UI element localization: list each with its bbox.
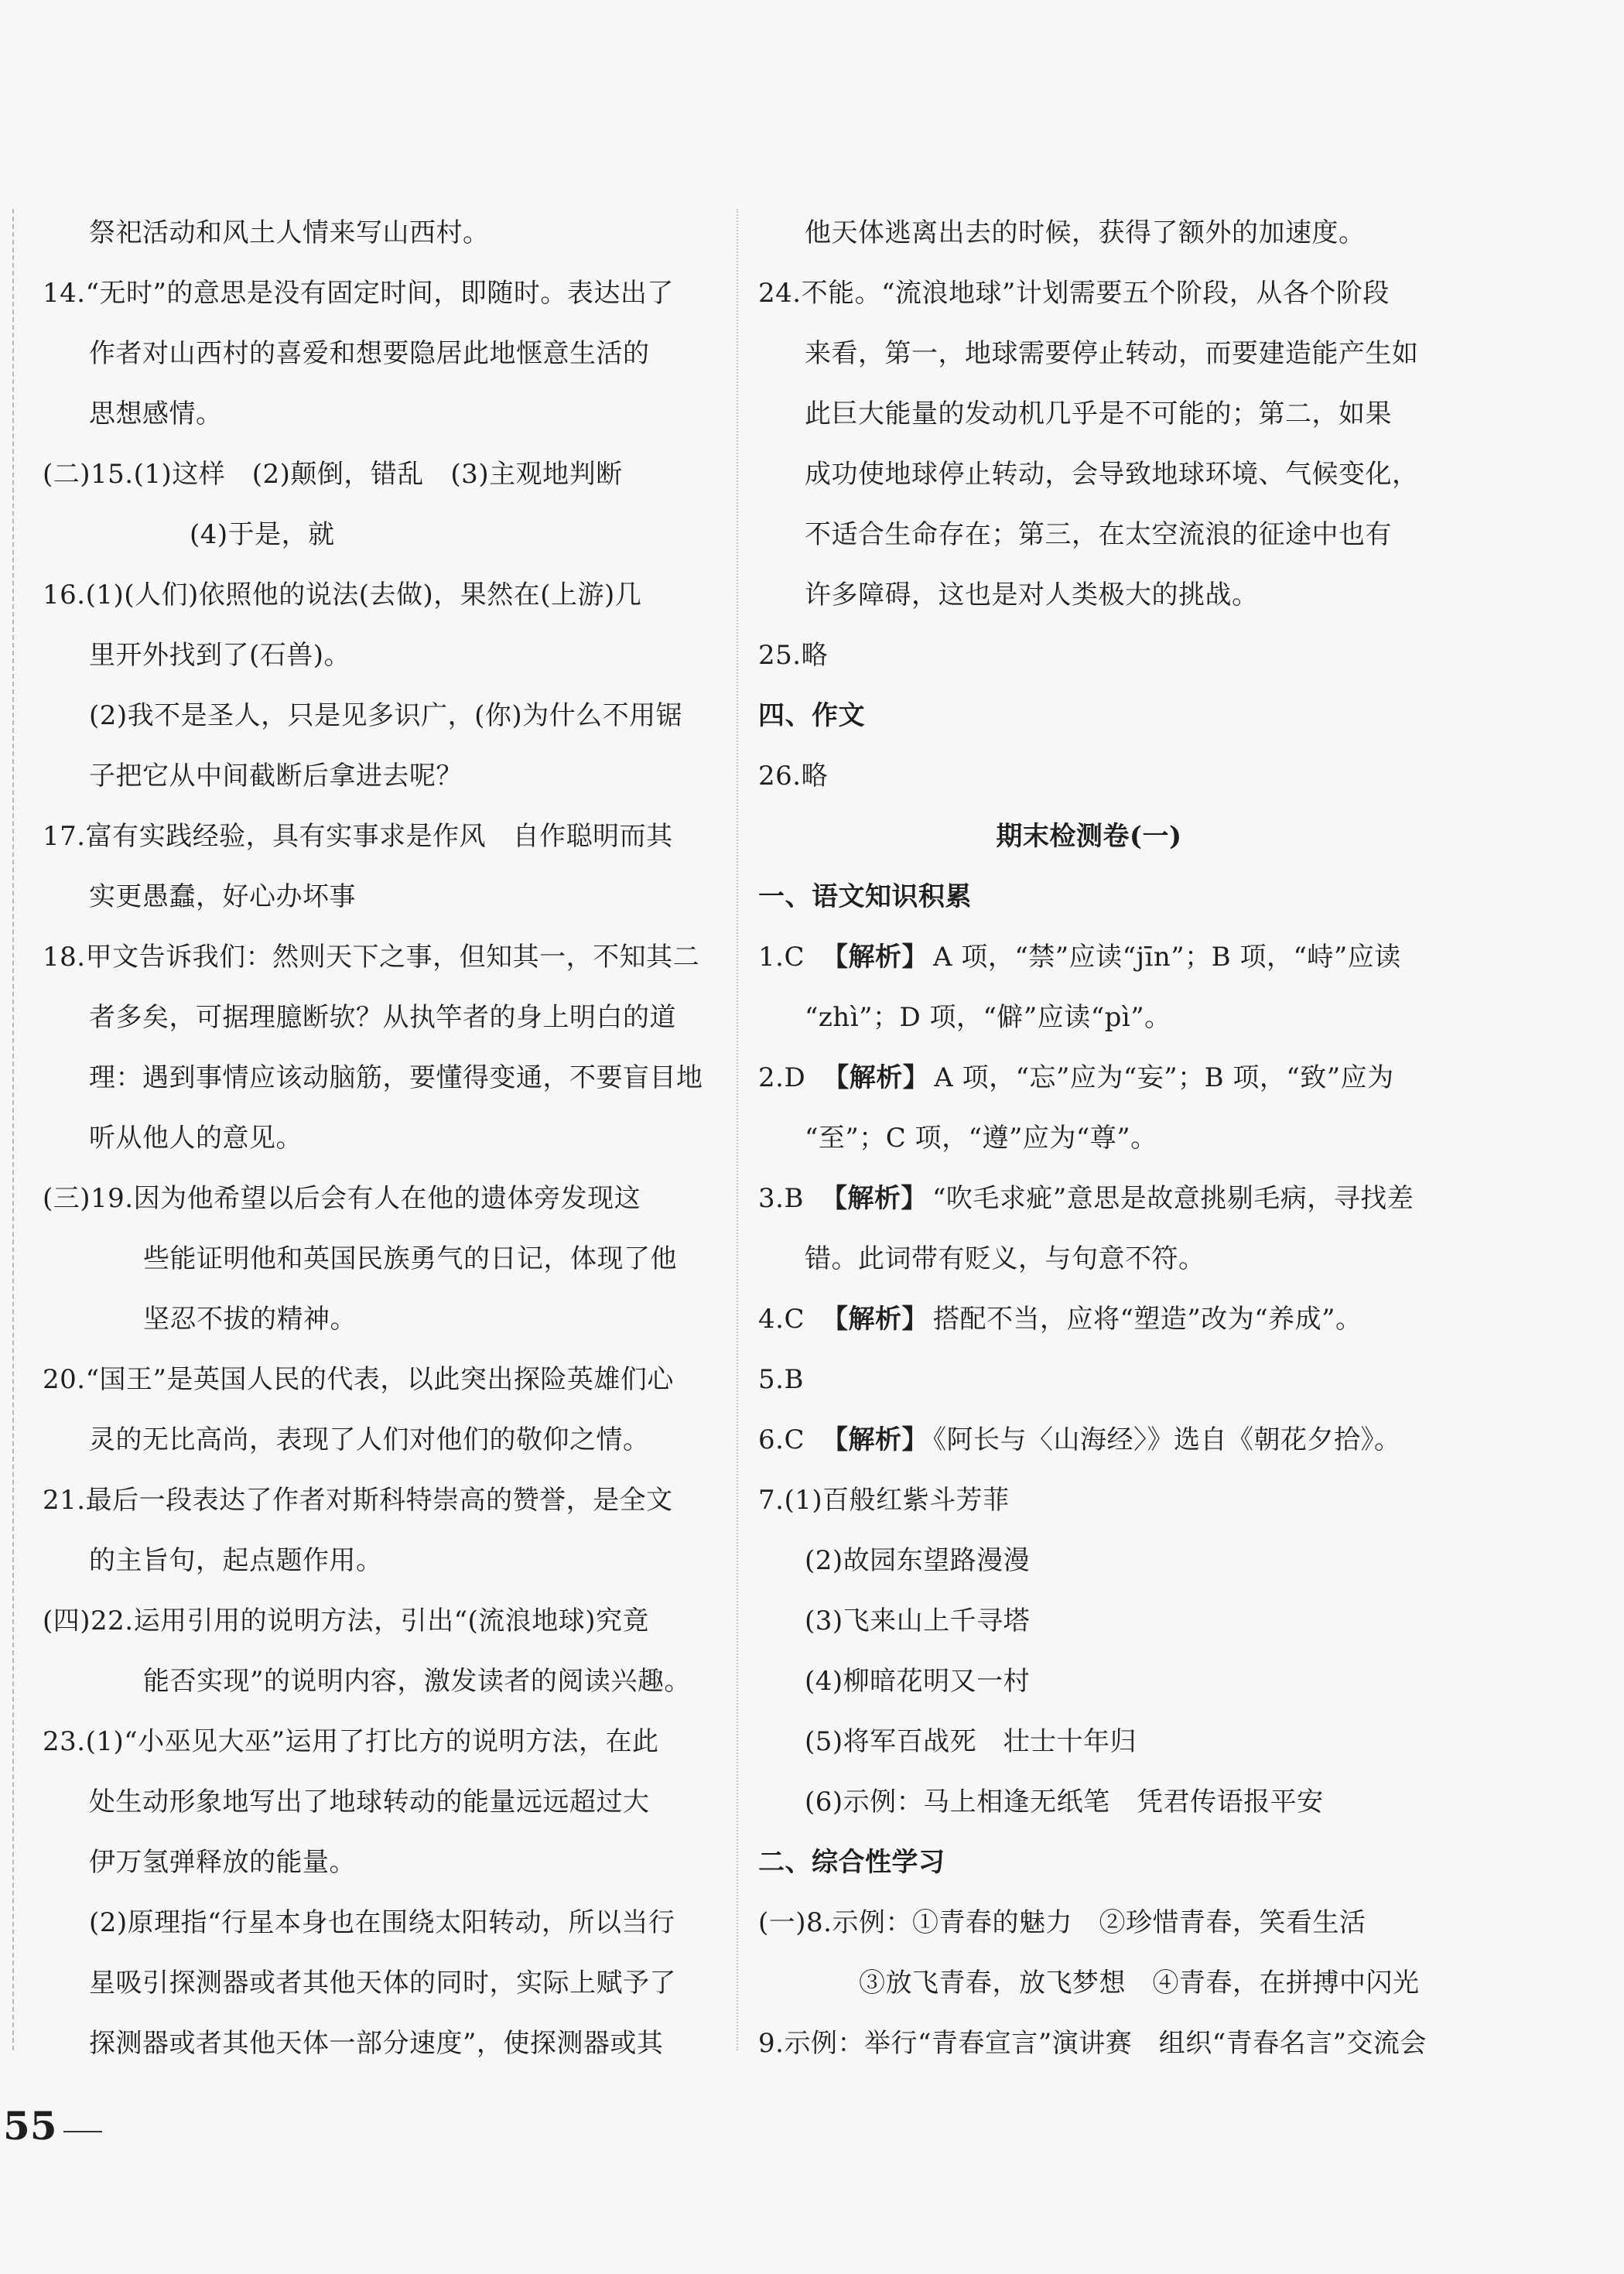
right-text-line xyxy=(758,1229,1420,1289)
line-text: 搭配不当，应将“塑造”改为“养成”。 xyxy=(932,1304,1362,1335)
right-text-line xyxy=(758,2013,1427,2074)
line-text: 灵的无比高尚，表现了人们对他们的敬仰之情。 xyxy=(89,1424,650,1455)
left-text-line xyxy=(43,1229,708,1289)
left-text-line xyxy=(43,323,708,384)
left-text-line xyxy=(43,2013,708,2074)
line-text: 些能证明他和英国民族勇气的日记，体现了他 xyxy=(143,1243,677,1274)
right-text-line xyxy=(758,1470,1420,1530)
line-text: 23.(1)“小巫见大巫”运用了打比方的说明方法，在此 xyxy=(43,1726,659,1757)
analysis-tag: 【解析】 xyxy=(821,942,928,973)
line-text: 能否实现”的说明内容，激发读者的阅读兴趣。 xyxy=(143,1666,691,1697)
line-text: (2)原理指“行星本身也在围绕太阳转动，所以当行 xyxy=(89,1907,675,1938)
left-text-line xyxy=(43,686,708,746)
line-text: 17.富有实践经验，具有实事求是作风 自作聪明而其 xyxy=(43,821,673,852)
right-text-line xyxy=(758,1530,1420,1591)
right-text-line xyxy=(758,1893,1420,1953)
analysis-tag: 【解析】 xyxy=(822,1062,930,1093)
line-text: (2)我不是圣人，只是见多识广，(你)为什么不用锯 xyxy=(89,700,683,731)
line-text: 期末检测卷(一) xyxy=(996,821,1182,852)
left-text-line xyxy=(43,1711,708,1772)
right-text-line xyxy=(758,1832,1420,1893)
line-text: A 项，“禁”应读“jīn”；B 项，“峙”应读 xyxy=(932,942,1401,973)
left-text-line xyxy=(43,987,708,1048)
right-text-line xyxy=(758,1772,1420,1832)
right-text-line xyxy=(758,1651,1420,1711)
line-text: “zhì”；D 项，“僻”应读“pì”。 xyxy=(805,1002,1171,1033)
left-text-line xyxy=(43,1953,708,2013)
right-text-line xyxy=(758,384,1420,444)
line-text: (6)示例：马上相逢无纸笔 凭君传语报平安 xyxy=(805,1787,1324,1817)
left-text-line xyxy=(43,1530,708,1591)
line-text: 他天体逃离出去的时候，获得了额外的加速度。 xyxy=(805,217,1366,248)
line-text: 二、综合性学习 xyxy=(758,1847,945,1878)
answer-label: 4.C xyxy=(758,1304,805,1335)
line-text: 伊万氢弹释放的能量。 xyxy=(89,1847,356,1878)
line-text: (3)飞来山上千寻塔 xyxy=(805,1605,1031,1636)
line-text: (一)8.示例：①青春的魅力 ②珍惜青春，笑看生活 xyxy=(758,1907,1366,1938)
answer-label: 3.B xyxy=(758,1183,804,1214)
left-text-line xyxy=(43,867,708,927)
left-text-line xyxy=(43,444,708,504)
line-text: 不适合生命存在；第三，在太空流浪的征途中也有 xyxy=(805,519,1392,550)
line-text: ③放飞青春，放飞梦想 ④青春，在拼搏中闪光 xyxy=(859,1968,1420,1999)
line-text: “吹毛求疵”意思是故意挑剔毛病，寻找差 xyxy=(932,1183,1414,1214)
left-column xyxy=(43,203,708,2074)
left-text-line xyxy=(43,806,708,867)
line-text: 18.甲文告诉我们：然则天下之事，但知其一，不知其二 xyxy=(43,942,700,973)
left-text-line xyxy=(43,1772,708,1832)
line-text: 25.略 xyxy=(758,640,829,671)
analysis-tag: 【解析】 xyxy=(821,1304,928,1335)
left-text-line xyxy=(43,565,708,625)
right-text-line xyxy=(758,565,1420,625)
right-text-line xyxy=(758,323,1420,384)
line-text: 星吸引探测器或者其他天体的同时，实际上赋予了 xyxy=(89,1968,676,1999)
left-text-line xyxy=(43,1832,708,1893)
page-number-rule xyxy=(63,2131,102,2132)
line-text: 里开外找到了(石兽)。 xyxy=(89,640,351,671)
left-text-line xyxy=(43,263,708,323)
line-text: (5)将军百战死 壮士十年归 xyxy=(805,1726,1137,1757)
left-text-line xyxy=(43,927,708,987)
right-column xyxy=(758,203,1427,2074)
right-text-line xyxy=(758,867,1420,927)
left-text-line xyxy=(43,1410,708,1470)
line-text: 实更愚蠢，好心办坏事 xyxy=(89,881,356,912)
line-text: 9.示例：举行“青春宣言”演讲赛 组织“青春名言”交流会 xyxy=(758,2028,1427,2059)
left-text-line xyxy=(43,1048,708,1108)
line-text: 16.(1)(人们)依照他的说法(去做)，果然在(上游)几 xyxy=(43,580,642,610)
right-text-line xyxy=(758,1289,1420,1349)
line-text: A 项，“忘”应为“妄”；B 项，“致”应为 xyxy=(934,1062,1394,1093)
line-text: 者多矣，可据理臆断欤？从执竿者的身上明白的道 xyxy=(89,1002,676,1033)
right-text-line xyxy=(758,1711,1420,1772)
answer-label: 1.C xyxy=(758,942,805,973)
line-text: 21.最后一段表达了作者对斯科特崇高的赞誉，是全文 xyxy=(43,1485,673,1516)
left-text-line xyxy=(43,1289,708,1349)
right-text-line xyxy=(758,203,1420,263)
right-text-line xyxy=(758,1168,1420,1229)
right-text-line xyxy=(758,263,1420,323)
right-text-line xyxy=(758,1349,1420,1410)
left-text-line xyxy=(43,746,708,806)
right-text-line xyxy=(758,625,1420,686)
line-text: (二)15.(1)这样 (2)颠倒，错乱 (3)主观地判断 xyxy=(43,459,623,490)
line-text: 此巨大能量的发动机几乎是不可能的；第二，如果 xyxy=(805,398,1392,429)
left-text-line xyxy=(43,1168,708,1229)
left-text-line xyxy=(43,1470,708,1530)
right-text-line xyxy=(758,927,1420,987)
right-text-line xyxy=(758,1048,1420,1108)
right-text-line xyxy=(758,806,1420,867)
answer-label: 2.D xyxy=(758,1062,806,1093)
line-text: 坚忍不拔的精神。 xyxy=(143,1304,357,1335)
line-text: 7.(1)百般红紫斗芳菲 xyxy=(758,1485,1010,1516)
line-text: 24.不能。“流浪地球”计划需要五个阶段，从各个阶段 xyxy=(758,278,1390,309)
right-text-line xyxy=(758,444,1420,504)
right-text-line xyxy=(758,1591,1420,1651)
line-text: 来看，第一，地球需要停止转动，而要建造能产生如 xyxy=(805,338,1419,369)
left-text-line xyxy=(43,1591,708,1651)
right-text-line xyxy=(758,504,1420,565)
line-text: (四)22.运用引用的说明方法，引出“(流浪地球)究竟 xyxy=(43,1605,650,1636)
right-text-line xyxy=(758,1410,1420,1470)
left-text-line xyxy=(43,1349,708,1410)
line-text: 的主旨句，起点题作用。 xyxy=(89,1545,383,1576)
right-text-line xyxy=(758,1953,1420,2013)
left-text-line xyxy=(43,625,708,686)
line-text: 许多障碍，这也是对人类极大的挑战。 xyxy=(805,580,1259,610)
line-text: 作者对山西村的喜爱和想要隐居此地惬意生活的 xyxy=(89,338,650,369)
line-text: 处生动形象地写出了地球转动的能量远远超过大 xyxy=(89,1787,650,1817)
left-text-line xyxy=(43,384,708,444)
line-text: 20.“国王”是英国人民的代表，以此突出探险英雄们心 xyxy=(43,1364,674,1395)
line-text: (4)于是，就 xyxy=(190,519,335,550)
line-text: 探测器或者其他天体一部分速度”，使探测器或其 xyxy=(89,2028,664,2059)
line-text: 错。此词带有贬义，与句意不符。 xyxy=(805,1243,1205,1274)
line-text: (4)柳暗花明又一村 xyxy=(805,1666,1031,1697)
right-text-line xyxy=(758,1108,1420,1168)
line-text: “至”；C 项，“遵”应为“尊”。 xyxy=(805,1123,1157,1154)
line-text: (三)19.因为他希望以后会有人在他的遗体旁发现这 xyxy=(43,1183,641,1214)
line-text: 祭祀活动和风土人情来写山西村。 xyxy=(89,217,490,248)
right-text-line xyxy=(758,987,1420,1048)
left-text-line xyxy=(43,504,708,565)
left-text-line xyxy=(43,1651,708,1711)
line-text: 26.略 xyxy=(758,761,829,792)
left-margin-dashed-rule xyxy=(12,209,14,2050)
left-text-line xyxy=(43,1893,708,1953)
column-divider xyxy=(737,209,738,2050)
line-text: 思想感情。 xyxy=(89,398,223,429)
analysis-tag: 【解析】 xyxy=(821,1424,928,1455)
line-text: 《阿长与〈山海经〉》选自《朝花夕拾》。 xyxy=(932,1424,1401,1455)
answer-label: 6.C xyxy=(758,1424,805,1455)
left-text-line xyxy=(43,1108,708,1168)
line-text: 5.B xyxy=(758,1364,804,1395)
line-text: 子把它从中间截断后拿进去呢？ xyxy=(89,761,463,792)
analysis-tag: 【解析】 xyxy=(820,1183,928,1214)
line-text: 理：遇到事情应该动脑筋，要懂得变通，不要盲目地 xyxy=(89,1062,703,1093)
line-text: 四、作文 xyxy=(758,700,865,731)
line-text: 14.“无时”的意思是没有固定时间，即随时。表达出了 xyxy=(43,278,674,309)
left-text-line xyxy=(43,203,708,263)
line-text: 听从他人的意见。 xyxy=(89,1123,303,1154)
page-number: 55 xyxy=(3,2103,57,2149)
right-text-line xyxy=(758,746,1420,806)
line-text: 成功使地球停止转动，会导致地球环境、气候变化， xyxy=(805,459,1419,490)
line-text: (2)故园东望路漫漫 xyxy=(805,1545,1031,1576)
line-text: 一、语文知识积累 xyxy=(758,881,972,912)
right-text-line xyxy=(758,686,1420,746)
